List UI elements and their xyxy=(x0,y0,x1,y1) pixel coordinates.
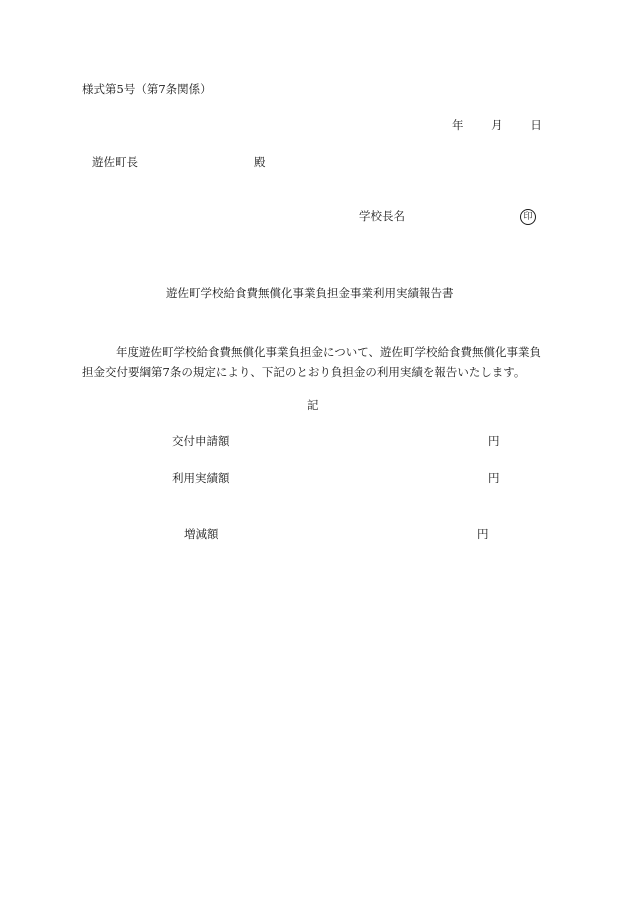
item-unit-application: 円 xyxy=(488,434,500,448)
item-label-actual: 利用実績額 xyxy=(172,471,230,485)
ki-heading: 記 xyxy=(307,398,319,412)
body-paragraph: 年度遊佐町学校給食費無償化事業負担金について、遊佐町学校給食費無償化事業負担金交付要綱第7条の規定により、下記のとおり負担金の利用実績を報告いたします。 xyxy=(82,345,542,379)
date-day-label: 日 xyxy=(530,118,542,132)
item-unit-actual: 円 xyxy=(488,471,500,485)
date-line xyxy=(452,120,542,132)
item-label-application: 交付申請額 xyxy=(172,434,230,448)
date-year-label: 年 xyxy=(452,118,464,132)
form-number: 様式第5号（第7条関係） xyxy=(82,82,212,96)
addressee-name: 遊佐町長 xyxy=(92,155,138,169)
addressee-honorific: 殿 xyxy=(254,155,266,169)
document-title: 遊佐町学校給食費無償化事業負担金事業利用実績報告書 xyxy=(166,286,454,300)
item-unit-difference: 円 xyxy=(477,527,489,541)
sender-label: 学校長名 xyxy=(359,209,405,223)
seal-mark: 印 xyxy=(520,209,536,225)
item-label-difference: 増減額 xyxy=(184,527,219,541)
date-month-label: 月 xyxy=(491,118,503,132)
